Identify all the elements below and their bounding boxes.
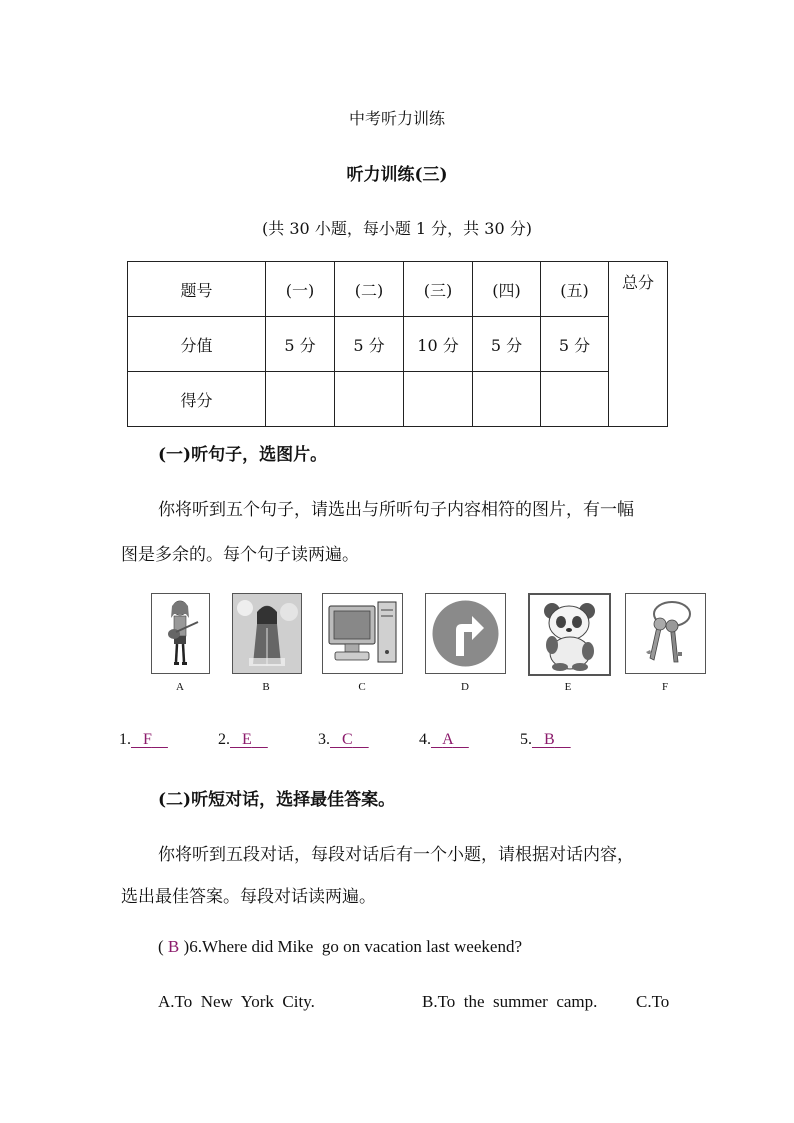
- score-cell[interactable]: [541, 372, 609, 427]
- total-score-header: 总分: [609, 262, 668, 427]
- section-header: (一): [266, 262, 335, 317]
- section1-instruction: 你将听到五个句子，请选出与所听句子内容相符的图片，有一幅: [158, 500, 634, 520]
- option-a[interactable]: A.To New York City.: [158, 992, 315, 1011]
- option-c[interactable]: C.To: [636, 992, 670, 1011]
- computer-icon: [322, 593, 403, 674]
- answer-item: [419, 731, 469, 749]
- answer-item: [318, 731, 369, 749]
- question-6-answer[interactable]: B: [167, 937, 180, 956]
- section1-title: (一)听句子，选图片。: [158, 445, 328, 465]
- score-table: [127, 261, 668, 427]
- section2-instruction: 你将听到五段对话，每段对话后有一个小题，请根据对话内容，: [158, 845, 634, 865]
- picture-label: E: [564, 681, 572, 693]
- row-header-score: 得分: [128, 372, 266, 427]
- score-note: (共 30 小题，每小题 1 分，共 30 分): [262, 219, 532, 238]
- score-cell[interactable]: [473, 372, 541, 427]
- row-header-points: 分值: [128, 317, 266, 372]
- picture-label: A: [176, 681, 184, 693]
- section2-instruction: 选出最佳答案。每段对话读两遍。: [121, 887, 376, 907]
- points-cell: 5 分: [335, 317, 404, 372]
- section-header: (二): [335, 262, 404, 317]
- answer-blank[interactable]: E: [242, 731, 252, 748]
- answer-number: 3.: [318, 731, 330, 748]
- row-header-number: 题号: [128, 262, 266, 317]
- answer-blank[interactable]: C: [342, 731, 353, 748]
- section1-instruction: 图是多余的。每个句子读两遍。: [121, 545, 359, 565]
- turn-right-sign-icon: [425, 593, 506, 674]
- answer-number: 1.: [119, 731, 131, 748]
- section-header: (四): [473, 262, 541, 317]
- section2-title: (二)听短对话，选择最佳答案。: [158, 790, 396, 810]
- points-cell: 10 分: [404, 317, 473, 372]
- page-title: 中考听力训练: [348, 109, 445, 128]
- answer-blank[interactable]: B: [544, 731, 555, 748]
- score-cell[interactable]: [266, 372, 335, 427]
- answer-bracket-open: (: [158, 937, 168, 956]
- keys-icon: [625, 593, 706, 674]
- points-cell: 5 分: [473, 317, 541, 372]
- question-6-text: 6.Where did Mike go on vacation last weekend?: [189, 937, 522, 956]
- mulan-poster-icon: [232, 593, 302, 674]
- score-cell[interactable]: [404, 372, 473, 427]
- question-6: [158, 937, 522, 957]
- page-subtitle: 听力训练(三): [346, 165, 448, 185]
- answer-item: [119, 731, 168, 749]
- picture-label: B: [262, 681, 270, 693]
- answer-number: 5.: [520, 731, 532, 748]
- points-cell: 5 分: [266, 317, 335, 372]
- answer-item: [520, 731, 571, 749]
- option-b[interactable]: B.To the summer camp.: [422, 992, 598, 1011]
- panda-icon: [528, 593, 611, 676]
- picture-label: D: [461, 681, 469, 693]
- girl-with-guitar-icon: [151, 593, 210, 674]
- answer-blank[interactable]: A: [442, 731, 453, 748]
- section-header: (三): [404, 262, 473, 317]
- picture-label: C: [358, 681, 366, 693]
- answer-number: 4.: [419, 731, 431, 748]
- answer-bracket-close: ): [179, 937, 190, 956]
- score-cell[interactable]: [335, 372, 404, 427]
- points-cell: 5 分: [541, 317, 609, 372]
- picture-label: F: [661, 681, 669, 693]
- answer-number: 2.: [218, 731, 230, 748]
- section-header: (五): [541, 262, 609, 317]
- answer-blank[interactable]: F: [143, 731, 152, 748]
- answer-item: [218, 731, 268, 749]
